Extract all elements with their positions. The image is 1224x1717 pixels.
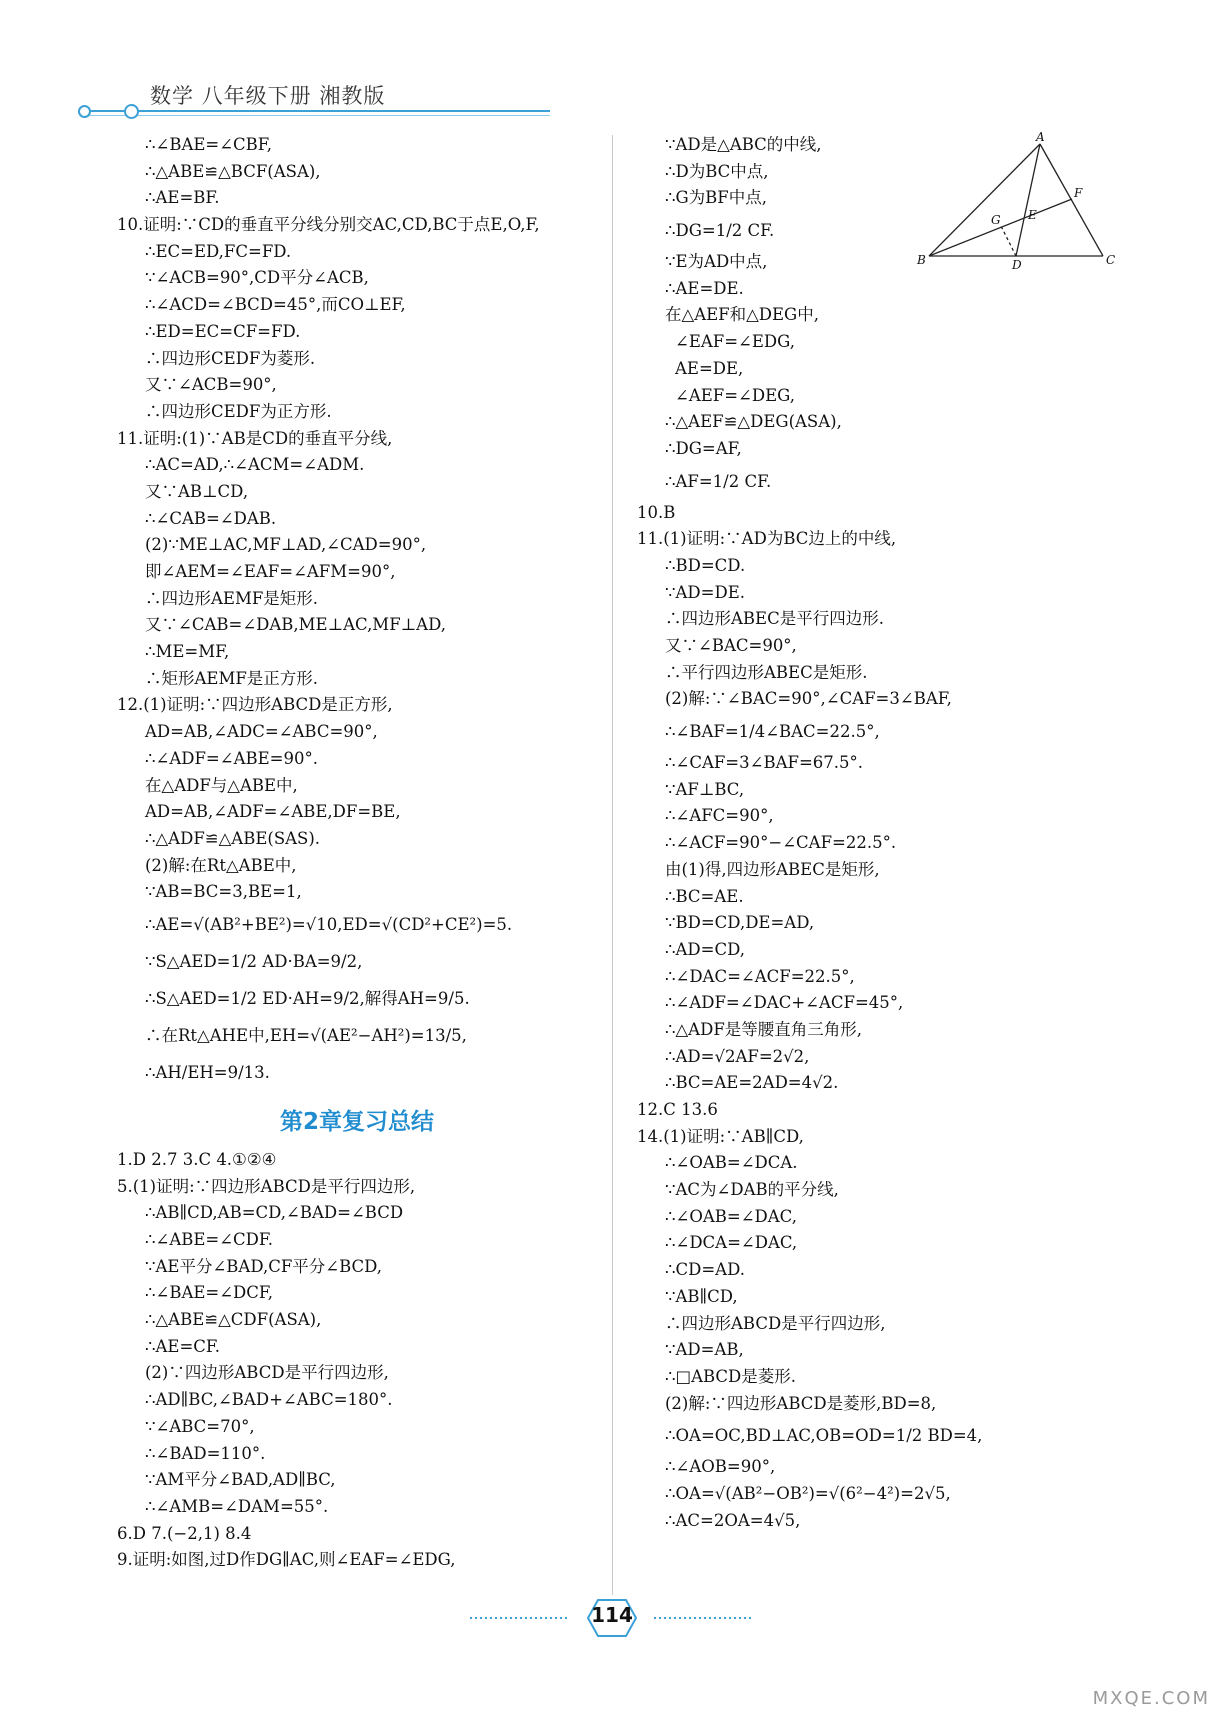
text-line: ∴ME=MF,	[145, 642, 230, 662]
text-line: ∴四边形CEDF为菱形.	[145, 348, 316, 368]
text-line: ∵∠ACB=90°,CD平分∠ACB,	[145, 268, 369, 288]
text-line: 又∵∠CAB=∠DAB,ME⊥AC,MF⊥AD,	[145, 615, 446, 635]
text-line: AD=AB,∠ADF=∠ABE,DF=BE,	[145, 802, 401, 822]
text-line: ∴DG=1/2 CF.	[665, 221, 775, 241]
text-line: ∴AD=√2AF=2√2,	[665, 1046, 810, 1066]
text-line: (2)∵四边形ABCD是平行四边形,	[145, 1363, 389, 1383]
text-line: 即∠AEM=∠EAF=∠AFM=90°,	[145, 562, 396, 581]
text-line: ∴∠OAB=∠DAC,	[665, 1206, 797, 1226]
header-dot-mid	[124, 104, 139, 119]
label-f: F	[1074, 186, 1083, 200]
text-line: 又∵AB⊥CD,	[145, 481, 249, 501]
text-line: ∵AD=DE.	[665, 582, 745, 602]
text-line: ∴∠BAE=∠DCF,	[145, 1283, 274, 1303]
brace-line: AE=DE,	[675, 358, 744, 378]
header-dot-left	[78, 105, 91, 118]
text-line: 9.证明:如图,过D作DG∥AC,则∠EAF=∠EDG,	[117, 1550, 456, 1570]
brace-line: ∠EAF=∠EDG,	[675, 332, 795, 352]
text-line: ∴OA=√(AB²−OB²)=√(6²−4²)=2√5,	[665, 1483, 951, 1503]
text-line: 12.(1)证明:∵四边形ABCD是正方形,	[117, 695, 393, 715]
text-line: ∵AB∥CD,	[665, 1286, 738, 1306]
text-line: ∴AE=BF.	[145, 188, 220, 208]
text-line: ∴四边形AEMF是矩形.	[145, 588, 319, 608]
text-line: ∴AE=DE.	[665, 278, 744, 298]
text-line: (2)解:在Rt△ABE中,	[145, 855, 297, 875]
segment-ab	[929, 144, 1040, 256]
text-line: ∴∠ACF=90°−∠CAF=22.5°.	[665, 833, 897, 853]
text-line: ∴□ABCD是菱形.	[665, 1366, 797, 1386]
label-e: E	[1028, 208, 1037, 222]
text-line: (2)解:∵四边形ABCD是菱形,BD=8,	[665, 1393, 937, 1413]
text-line: ∴∠DAC=∠ACF=22.5°,	[665, 966, 855, 986]
text-line: ∴OA=OC,BD⊥AC,OB=OD=1/2 BD=4,	[665, 1426, 983, 1446]
text-line: ∴EC=ED,FC=FD.	[145, 241, 292, 261]
text-line: ∴AC=AD,∴∠ACM=∠ADM.	[145, 455, 365, 475]
text-line: 12.C 13.6	[637, 1100, 718, 1119]
triangle-figure	[915, 130, 1125, 270]
text-line: 在△ADF与△ABE中,	[145, 775, 298, 795]
text-line: ∴在Rt△AHE中,EH=√(AE²−AH²)=13/5,	[145, 1025, 467, 1045]
text-line: ∴∠ADF=∠ABE=90°.	[145, 748, 318, 768]
text-line: ∴AF=1/2 CF.	[665, 471, 772, 491]
header-rule-thin	[84, 115, 550, 116]
section-title: 第2章复习总结	[279, 1108, 434, 1135]
text-line: ∴BC=AE=2AD=4√2.	[665, 1073, 839, 1093]
text-line: ∴D为BC中点,	[665, 161, 769, 181]
label-g: G	[991, 213, 1001, 227]
text-line: ∴△ABE≌△BCF(ASA),	[145, 161, 321, 181]
text-line: ∵BD=CD,DE=AD,	[665, 913, 815, 933]
text-line: ∵AB=BC=3,BE=1,	[145, 882, 302, 902]
text-line: AD=AB,∠ADC=∠ABC=90°,	[145, 722, 378, 742]
text-line: 10.证明:∵CD的垂直平分线分别交AC,CD,BC于点E,O,F,	[117, 215, 540, 235]
right-column	[637, 132, 1157, 1534]
text-line: ∴∠ADF=∠DAC+∠ACF=45°,	[665, 993, 904, 1013]
text-line: ∴∠AMB=∠DAM=55°.	[145, 1496, 329, 1516]
label-c: C	[1106, 253, 1116, 267]
text-line: ∴△ADF是等腰直角三角形,	[665, 1019, 863, 1039]
text-line: ∴矩形AEMF是正方形.	[145, 668, 319, 688]
text-line: ∴四边形CEDF为正方形.	[145, 401, 332, 421]
column-divider	[612, 135, 613, 1595]
text-line: (2)∵ME⊥AC,MF⊥AD,∠CAD=90°,	[145, 535, 427, 555]
text-line: ∵AD是△ABC的中线,	[665, 135, 822, 154]
text-line: ∵E为AD中点,	[665, 252, 768, 272]
text-line: ∵AC为∠DAB的平分线,	[665, 1180, 839, 1200]
text-line: ∴BC=AE.	[665, 886, 744, 906]
text-line: ∴△AEF≌△DEG(ASA),	[665, 412, 842, 432]
label-b: B	[917, 253, 926, 267]
header-title: 数学 八年级下册 湘教版	[150, 84, 386, 108]
text-line: ∴四边形ABEC是平行四边形.	[665, 609, 884, 629]
text-line: ∵S△AED=1/2 AD·BA=9/2,	[145, 951, 363, 971]
left-column	[117, 132, 597, 1574]
text-line: ∵AF⊥BC,	[665, 779, 745, 799]
text-line: ∴平行四边形ABEC是矩形.	[665, 662, 868, 682]
text-line: 又∵∠ACB=90°,	[145, 375, 277, 395]
page-number: 114	[591, 1603, 633, 1627]
text-line: 11.(1)证明:∵AD为BC边上的中线,	[637, 529, 897, 549]
text-line: ∴S△AED=1/2 ED·AH=9/2,解得AH=9/5.	[145, 988, 470, 1008]
text-line: ∴∠ABE=∠CDF.	[145, 1230, 274, 1249]
text-line: ∴G为BF中点,	[665, 188, 767, 208]
text-line: ∴∠BAE=∠CBF,	[145, 135, 272, 154]
text-line: 11.证明:(1)∵AB是CD的垂直平分线,	[117, 428, 393, 448]
brace-line: ∠AEF=∠DEG,	[675, 385, 795, 405]
text-line: ∴AE=√(AB²+BE²)=√10,ED=√(CD²+CE²)=5.	[145, 914, 513, 934]
text-line: 在△AEF和△DEG中,	[665, 305, 819, 325]
text-line: ∴AD∥BC,∠BAD+∠ABC=180°.	[145, 1390, 393, 1410]
text-line: ∵AE平分∠BAD,CF平分∠BCD,	[145, 1256, 383, 1276]
text-line: ∴∠BAD=110°.	[145, 1443, 266, 1463]
text-line: 又∵∠BAC=90°,	[665, 636, 797, 655]
text-line: ∴AH/EH=9/13.	[145, 1062, 270, 1082]
text-line: 5.(1)证明:∵四边形ABCD是平行四边形,	[117, 1176, 416, 1196]
text-line: ∴ED=EC=CF=FD.	[145, 321, 301, 341]
text-line: ∴∠CAB=∠DAB.	[145, 508, 277, 528]
text-line: 14.(1)证明:∵AB∥CD,	[637, 1126, 804, 1146]
text-line: ∵∠ABC=70°,	[145, 1416, 255, 1436]
text-line: ∴∠DCA=∠DAC,	[665, 1233, 798, 1253]
text-line: 10.B	[637, 502, 676, 522]
text-line: ∴△ABE≌△CDF(ASA),	[145, 1310, 322, 1330]
text-line: ∴AE=CF.	[145, 1336, 221, 1356]
header-rule	[84, 110, 550, 112]
text-line: ∴AC=2OA=4√5,	[665, 1510, 801, 1530]
text-line: ∴△ADF≌△ABE(SAS).	[145, 828, 321, 848]
segment-ac	[1040, 144, 1103, 256]
text-line: (2)解:∵∠BAC=90°,∠CAF=3∠BAF,	[665, 689, 952, 709]
segment-dg	[1001, 226, 1016, 256]
text-line: ∴BD=CD.	[665, 555, 746, 575]
text-line: ∴CD=AD.	[665, 1260, 745, 1280]
text-line: ∵AD=AB,	[665, 1340, 744, 1360]
text-line: 由(1)得,四边形ABEC是矩形,	[665, 859, 880, 879]
text-line: ∴∠BAF=1/4∠BAC=22.5°,	[665, 722, 880, 742]
text-line: ∴AD=CD,	[665, 939, 745, 959]
text-line: 1.D 2.7 3.C 4.①②④	[117, 1149, 277, 1169]
segment-bf	[929, 199, 1072, 256]
segment-ad	[1016, 144, 1040, 256]
label-a: A	[1036, 130, 1045, 144]
text-line: ∴∠OAB=∠DCA.	[665, 1153, 798, 1173]
text-line: ∴∠CAF=3∠BAF=67.5°.	[665, 753, 864, 773]
text-line: ∴∠AFC=90°,	[665, 806, 774, 826]
text-line: ∴DG=AF,	[665, 438, 742, 458]
watermark: MXQE.COM	[1092, 1688, 1210, 1709]
text-line: ∴∠AOB=90°,	[665, 1457, 776, 1477]
text-line: ∴∠ACD=∠BCD=45°,而CO⊥EF,	[145, 295, 406, 315]
text-line: ∴四边形ABCD是平行四边形,	[665, 1313, 886, 1333]
text-line: 6.D 7.(−2,1) 8.4	[117, 1523, 252, 1543]
text-line: ∵AM平分∠BAD,AD∥BC,	[145, 1470, 336, 1490]
text-line: ∴AB∥CD,AB=CD,∠BAD=∠BCD	[145, 1203, 404, 1223]
label-d: D	[1012, 258, 1022, 270]
